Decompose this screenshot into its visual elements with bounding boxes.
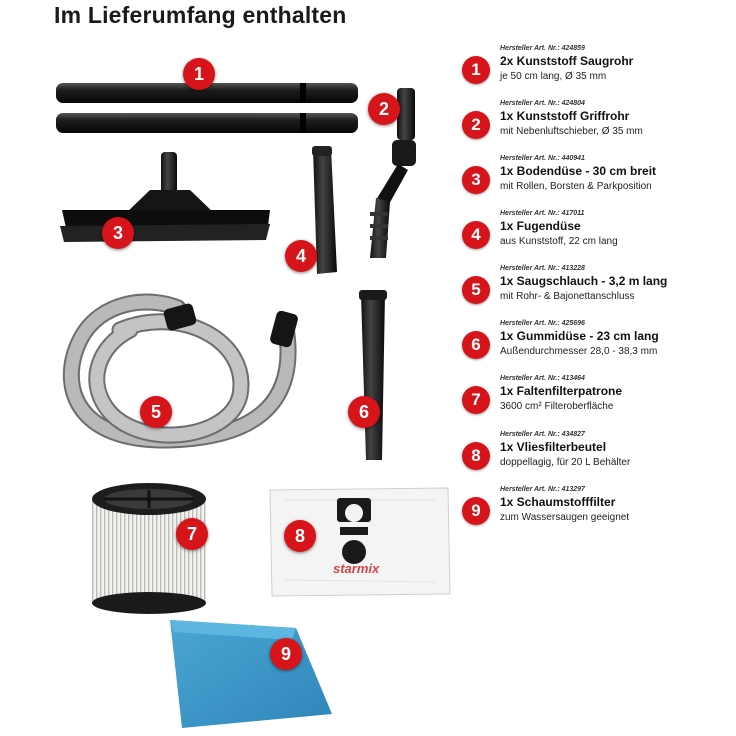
suction-tube-icon — [56, 83, 358, 133]
item-number-badge: 1 — [462, 56, 490, 84]
item-desc: mit Nebenluftschieber, Ø 35 mm — [500, 126, 643, 137]
list-item — [462, 264, 732, 316]
item-name: 1x Fugendüse — [500, 219, 581, 233]
illustration-badge-6: 6 — [348, 396, 380, 428]
item-desc: doppellagig, für 20 L Behälter — [500, 457, 631, 468]
list-item — [462, 99, 732, 151]
item-name: 1x Saugschlauch - 3,2 m lang — [500, 274, 668, 288]
item-art-nr: Hersteller Art. Nr.: 413464 — [500, 375, 585, 382]
item-name: 1x Bodendüse - 30 cm breit — [500, 164, 657, 178]
illustration-badge-7: 7 — [176, 518, 208, 550]
item-number-badge: 3 — [462, 166, 490, 194]
list-item — [462, 44, 732, 96]
item-art-nr: Hersteller Art. Nr.: 413297 — [500, 486, 585, 493]
illustration-badge-3: 3 — [102, 217, 134, 249]
item-art-nr: Hersteller Art. Nr.: 425696 — [500, 320, 585, 327]
illustration-badge-1: 1 — [183, 58, 215, 90]
item-art-nr: Hersteller Art. Nr.: 424804 — [500, 100, 585, 107]
illustration-badge-5: 5 — [140, 396, 172, 428]
item-number-badge: 4 — [462, 221, 490, 249]
illustration-badge-4: 4 — [285, 240, 317, 272]
illustration-badge-2: 2 — [368, 93, 400, 125]
item-desc: Außendurchmesser 28,0 - 38,3 mm — [500, 346, 658, 357]
item-number-badge: 8 — [462, 442, 490, 470]
illustration-badge-8: 8 — [284, 520, 316, 552]
item-art-nr: Hersteller Art. Nr.: 417011 — [500, 210, 585, 217]
illustration-badge-9: 9 — [270, 638, 302, 670]
item-number-badge: 2 — [462, 111, 490, 139]
item-name: 1x Gummidüse - 23 cm lang — [500, 329, 659, 343]
item-name: 1x Faltenfilterpatrone — [500, 384, 623, 398]
item-number-badge: 9 — [462, 497, 490, 525]
item-desc: aus Kunststoff, 22 cm lang — [500, 236, 618, 247]
item-name: 1x Schaumstofffilter — [500, 495, 616, 509]
list-item — [462, 319, 732, 371]
list-item — [462, 485, 732, 537]
item-art-nr: Hersteller Art. Nr.: 434827 — [500, 431, 585, 438]
item-art-nr: Hersteller Art. Nr.: 413228 — [500, 265, 585, 272]
foam-filter-icon — [170, 620, 332, 728]
item-number-badge: 5 — [462, 276, 490, 304]
item-name: 2x Kunststoff Saugrohr — [500, 54, 634, 68]
item-art-nr: Hersteller Art. Nr.: 440941 — [500, 155, 585, 162]
list-item — [462, 430, 732, 482]
item-number-badge: 7 — [462, 386, 490, 414]
item-desc: mit Rohr- & Bajonettanschluss — [500, 291, 635, 302]
item-art-nr: Hersteller Art. Nr.: 424859 — [500, 45, 585, 52]
list-item — [462, 209, 732, 261]
page-title: Im Lieferumfang enthalten — [54, 2, 347, 28]
item-desc: 3600 cm² Filteroberfläche — [500, 401, 614, 412]
floor-nozzle-icon — [60, 152, 270, 242]
rubber-nozzle-icon — [359, 290, 387, 460]
item-number-badge: 6 — [462, 331, 490, 359]
brand-label: starmix — [333, 561, 380, 576]
item-name: 1x Vliesfilterbeutel — [500, 440, 607, 454]
item-desc: je 50 cm lang, Ø 35 mm — [500, 71, 607, 82]
item-desc: mit Rollen, Borsten & Parkposition — [500, 181, 652, 192]
item-desc: zum Wassersaugen geeignet — [500, 512, 630, 523]
list-item — [462, 374, 732, 426]
list-item — [462, 154, 732, 206]
item-name: 1x Kunststoff Griffrohr — [500, 109, 630, 123]
